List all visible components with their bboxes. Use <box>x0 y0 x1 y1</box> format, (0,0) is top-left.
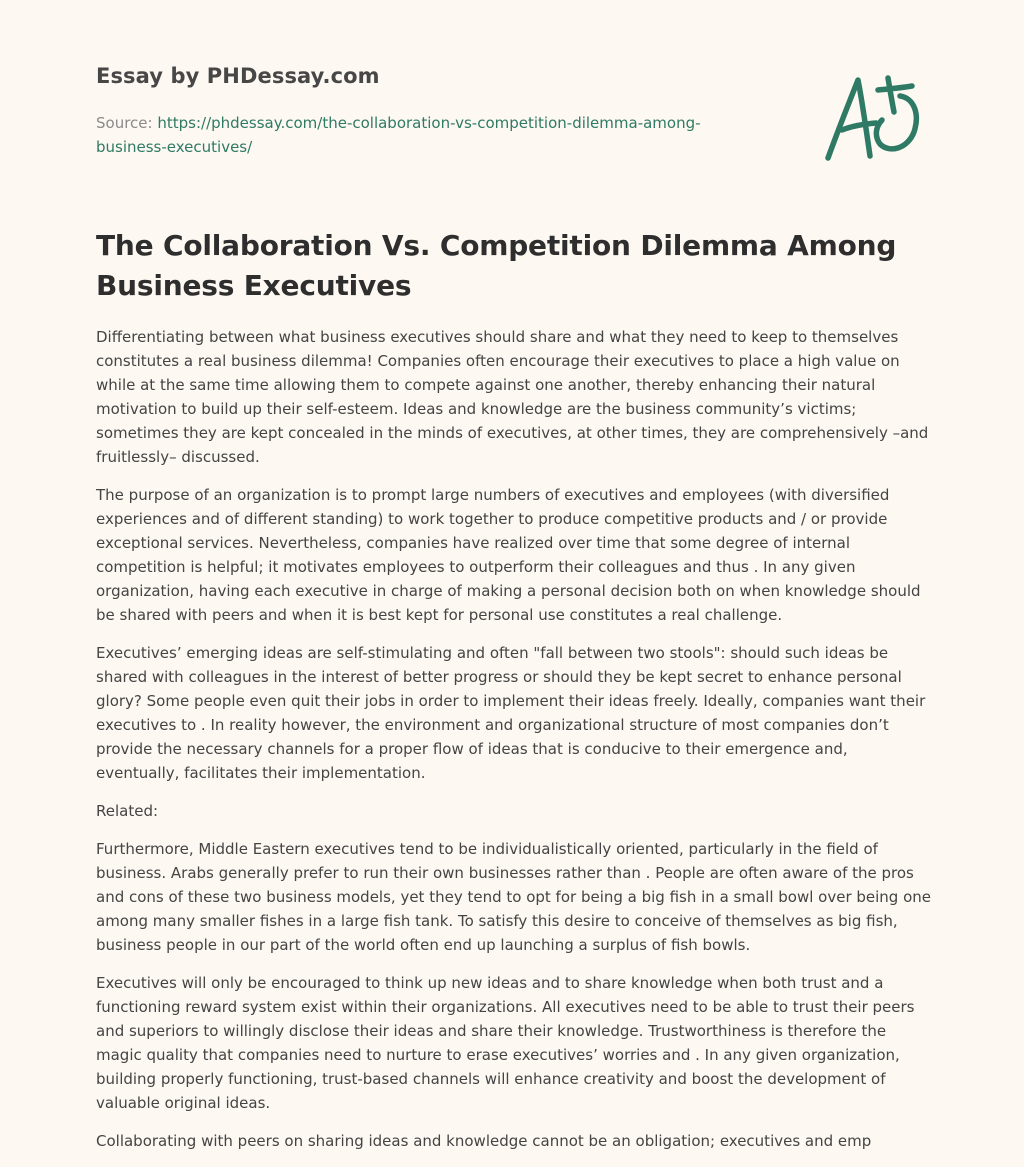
source-label: Source: <box>96 114 153 132</box>
related-label: Related: <box>96 802 159 820</box>
essay-paragraph: Furthermore, Middle Eastern executives tend to be individualistically oriented, particularly in the field of business. Arabs generally prefer to run their own businesses rather than . People are often aware of the pros and cons of these two business models, yet they tend to opt for being a big fish in a small bowl over being one among many smaller fishes in a large fish tank. To satisfy this desire to conceive of themselves as big fish, business people in our part of the world often end up launching a surplus of fish bowls. <box>96 840 932 954</box>
essay-paragraph: Executives will only be encouraged to think up new ideas and to share knowledge when both trust and a functioning reward system exist within their organizations. All executives need to be able to trust their peers and superiors to willingly disclose their ideas and share their knowledge. Trustworthiness is therefore the magic quality that companies need to nurture to erase executives’ worries and . In any given organization, building properly functioning, trust-based channels will enhance creativity and boost the development of valuable original ideas. <box>96 974 915 1112</box>
a-plus-logo-icon <box>822 70 926 164</box>
essay-title: The Collaboration Vs. Competition Dilemma Among Business Executives <box>96 229 897 302</box>
essay-paragraph: Collaborating with peers on sharing ideas and knowledge cannot be an obligation; executives and emp <box>96 1132 872 1150</box>
source-line <box>96 111 736 159</box>
essay-paragraph: The purpose of an organization is to prompt large numbers of executives and employees (with diversified experiences and of different standing) to work together to produce competitive products and / or provide exceptional services. Nevertheless, companies have realized over time that some degree of internal competition is helpful; it motivates employees to outperform their colleagues and thus . In any given organization, having each executive in charge of making a personal decision both on when knowledge should be shared with peers and when it is best kept for personal use constitutes a real challenge. <box>96 486 921 624</box>
source-link[interactable]: https://phdessay.com/the-collaboration-vs-competition-dilemma-among-business-executives/ <box>96 114 701 156</box>
essay-paragraph: Executives’ emerging ideas are self-stimulating and often "fall between two stools": should such ideas be shared with colleagues in the interest of better progress or should they be kept secret to enhance personal glory? Some people even quit their jobs in order to implement their ideas freely. Ideally, companies want their executives to . In reality however, the environment and organizational structure of most companies don’t provide the necessary channels for a proper flow of ideas that is conducive to their emergence and, eventually, facilitates their implementation. <box>96 644 926 782</box>
essay-paragraph: Differentiating between what business executives should share and what they need to keep to themselves constitutes a real business dilemma! Companies often encourage their executives to place a high value on while at the same time allowing them to compete against one another, thereby enhancing their natural motivation to build up their self-esteem. Ideas and knowledge are the business community’s victims; sometimes they are kept concealed in the minds of executives, at other times, they are comprehensively –and fruitlessly– discussed. <box>96 328 929 466</box>
site-title: Essay by PHDessay.com <box>96 64 380 88</box>
essay-body <box>96 325 934 1167</box>
a-plus-logo <box>822 70 926 164</box>
